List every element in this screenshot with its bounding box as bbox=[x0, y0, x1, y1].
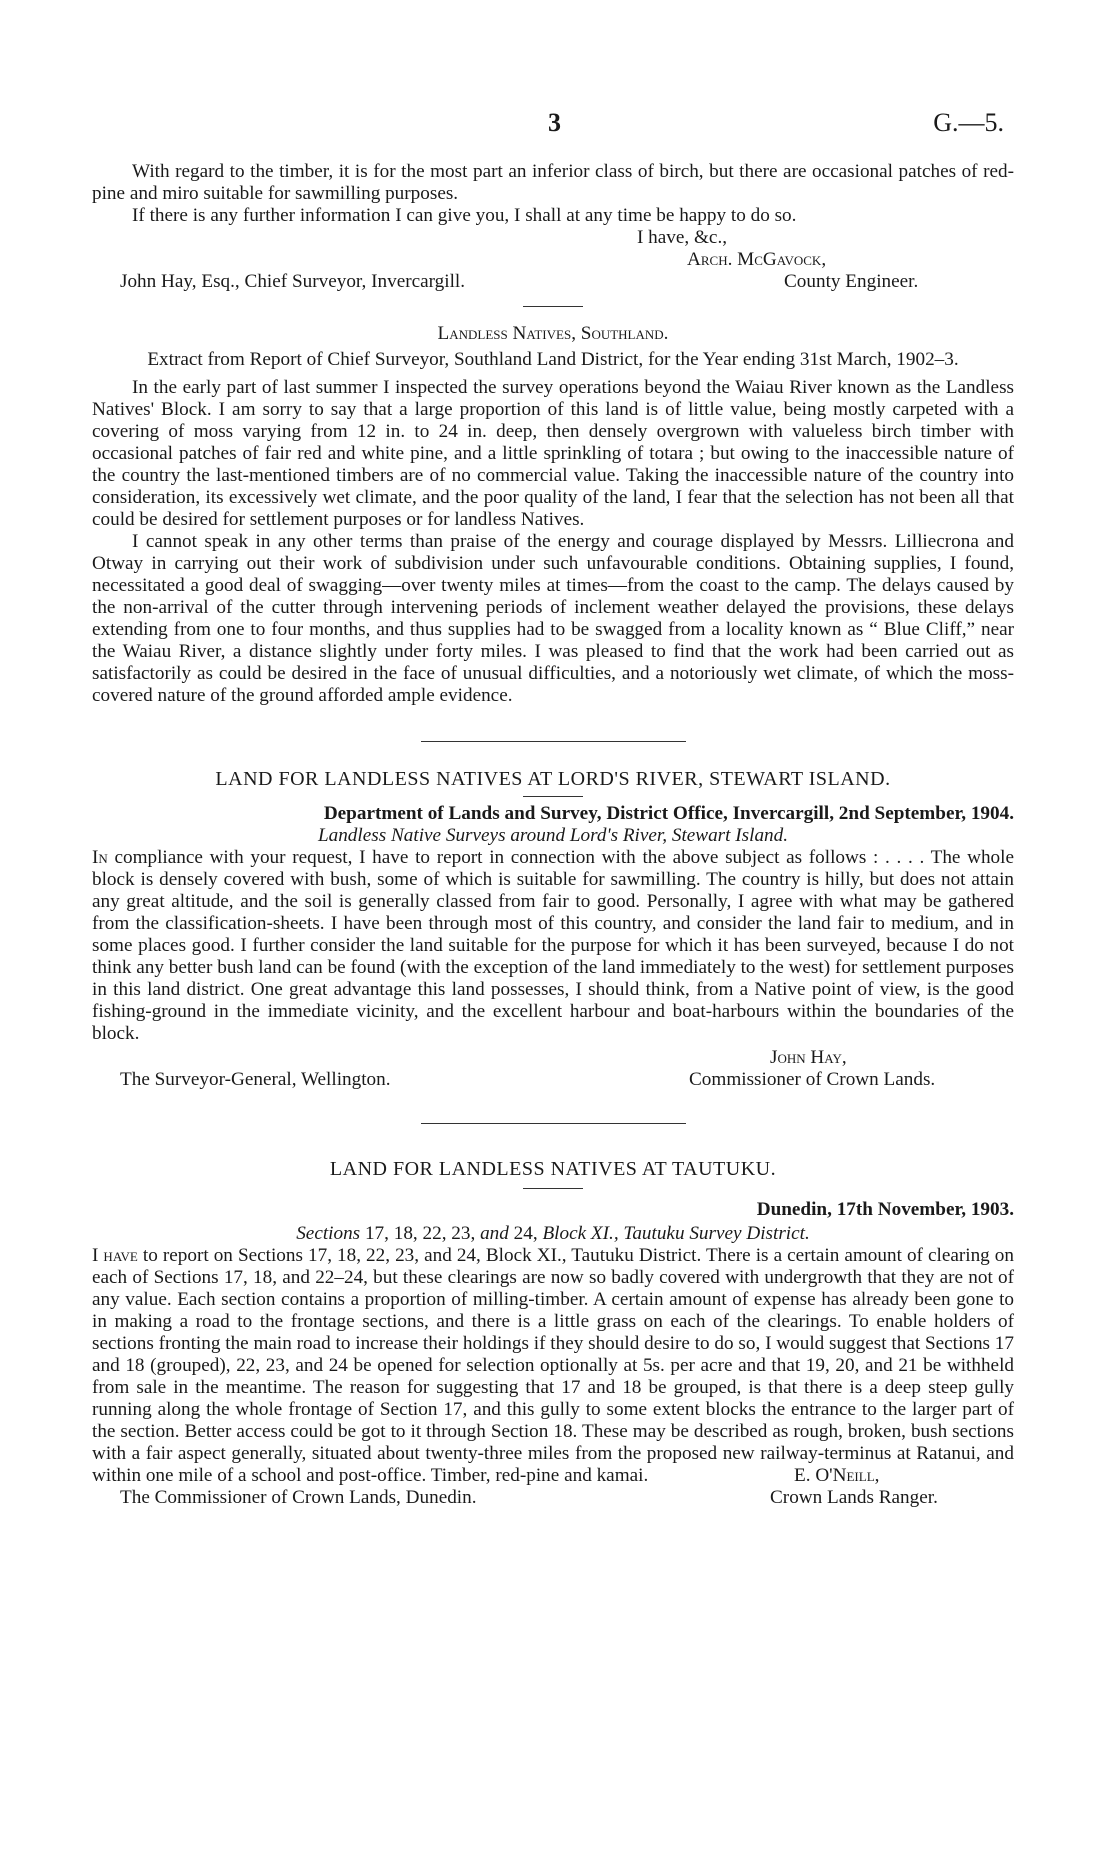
section2-addressee: The Surveyor-General, Wellington. bbox=[120, 1069, 391, 1090]
section1-paragraph-2: I cannot speak in any other terms than praise of the energy and courage displayed by Messrs. Lilliecrona and Otway in carrying out their work of subdivision under such unfavourable conditions. Obtaining supplies, I found, necessitated a good deal of swagging—over twenty miles at times—from the coast to the camp. The delays caused by the non-arrival of the cutter through intervening periods of inclement weather delayed the provisions, these delays extending from one to four months, and thus supplies had to be swagged from a locality known as “ Blue Cliff,” near the Waiau River, a distance slightly under forty miles. I was pleased to find that the work had been carried out as satisfactorily as could be desired in the face of unusual difficulties, and a notoriously wet climate, of which the moss-covered nature of the ground afforded ample evidence. bbox=[92, 531, 1014, 706]
letter1-signatory: Arch. McGavock, bbox=[687, 249, 827, 270]
letter1-paragraph-1: With regard to the timber, it is for the most part an inferior class of birch, but there are occasional patches of red-pine and miro suitable for sawmilling purposes. bbox=[92, 161, 1014, 204]
subhead-part: Block XI., Tautuku Survey District. bbox=[542, 1223, 810, 1244]
page-header bbox=[0, 108, 1114, 138]
subhead-part: and bbox=[480, 1223, 509, 1244]
subhead-part: Sections bbox=[296, 1223, 361, 1244]
section1-paragraph-1: In the early part of last summer I inspected the survey operations beyond the Waiau River known as the Landless Natives' Block. I am sorry to say that a large proportion of this land is of little value, being mostly carpeted with a covering of moss varying from 12 in. to 24 in. deep, then densely overgrown with valueless birch timber with occasional patches of fair red and white pine, and a little sprinkling of totara ; but owing to the inaccessible nature of the country the last-mentioned timbers are of no commercial value. Taking the inaccessible nature of the country into consideration, its excessively wet climate, and the poor quality of the land, I fear that the selection has not been all that could be desired for settlement purposes or for landless Natives. bbox=[92, 377, 1014, 530]
section3-body bbox=[92, 1245, 1014, 1487]
section3-dateline: Dunedin, 17th November, 1903. bbox=[756, 1199, 1014, 1220]
document-reference: G.—5. bbox=[933, 108, 1004, 137]
section3-addressee: The Commissioner of Crown Lands, Dunedin. bbox=[120, 1487, 477, 1508]
letter1-signature-block bbox=[92, 227, 1014, 293]
section2-signatory: John Hay, bbox=[770, 1047, 847, 1068]
section3-signatory: E. O'Neill, bbox=[794, 1465, 880, 1486]
section3-title: LAND FOR LANDLESS NATIVES AT TAUTUKU. bbox=[329, 1158, 777, 1180]
section2-lead: In bbox=[92, 847, 108, 868]
section3-subhead bbox=[92, 1223, 1014, 1245]
section2-subhead: Landless Native Surveys around Lord's River, Stewart Island. bbox=[317, 825, 789, 846]
section3-signature-block bbox=[92, 1465, 1014, 1511]
section2-title: LAND FOR LANDLESS NATIVES AT LORD'S RIVER, STEWART ISLAND. bbox=[215, 768, 891, 790]
section2-dateline: Department of Lands and Survey, District Office, Invercargill, 2nd September, 1904. bbox=[323, 803, 1014, 824]
subhead-part: 24, bbox=[508, 1223, 543, 1244]
page-number: 3 bbox=[548, 108, 561, 137]
section3-body-text: to report on Sections 17, 18, 22, 23, and 24, Block XI., Tautuku District. There is a certain amount of clearing on each of Sections 17, 18, and 22–24, but these clearings are now so badly covered with undergrowth that they are not of any value. Each section contains a proportion of milling-timber. A certain amount of expense has already been gone to in making a road to the frontage sections, and there is a little grass on each of the clearings. To enable holders of sections fronting the main road to increase their holdings if they should desire to do so, I would suggest that Sections 17 and 18 (grouped), 22, 23, and 24 be opened for selection optionally at 5s. per acre and that 19, 20, and 21 be withheld from sale in the meantime. The reason for suggesting that 17 and 18 be grouped, is that there is a deep steep gully running along the whole frontage of Section 17, and this gully to some extent blocks the entrance to the larger part of the section. Better access could be got to it through Section 18. These may be described as rough, broken, bush sections with a fair aspect generally, situated about twenty-three miles from the proposed new railway-terminus at Ratanui, and within one mile of a school and post-office. Timber, red-pine and kamai. bbox=[92, 1245, 1014, 1486]
page-body bbox=[92, 161, 1014, 1511]
subhead-part: 17, 18, 22, 23, bbox=[360, 1223, 481, 1244]
section2-signature-block bbox=[92, 1045, 1014, 1091]
section2-signatory-title: Commissioner of Crown Lands. bbox=[689, 1069, 936, 1090]
letter1-signatory-title: County Engineer. bbox=[784, 271, 919, 292]
section1-subtitle: Extract from Report of Chief Surveyor, Southland Land District, for the Year ending 31st March, 1902–3. bbox=[147, 349, 959, 370]
letter1-addressee: John Hay, Esq., Chief Surveyor, Invercargill. bbox=[120, 271, 466, 292]
section2-body bbox=[92, 847, 1014, 1045]
section3-signatory-title: Crown Lands Ranger. bbox=[770, 1487, 938, 1508]
section2-body-text: compliance with your request, I have to report in connection with the above subject as follows : . . . . The whole block is densely covered with bush, some of which is suitable for sawmilling. The country is hilly, but does not attain any great altitude, and the soil is generally classed from fair to good. Personally, I agree with what may be gathered from the classification-sheets. I have been through most of this country, and consider the land fair to medium, and in some places good. I further consider the land suitable for the purpose for which it has been surveyed, because I do not think any better bush land can be found (with the exception of the land immediately to the west) for settlement purposes in this land district. One great advantage this land possesses, I should think, from a Native point of view, is the good fishing-ground in the immediate vicinity, and the excellent harbour and boat-harbours within the boundaries of the block. bbox=[92, 847, 1014, 1044]
section1-title: Landless Natives, Southland. bbox=[437, 323, 669, 344]
section3-lead: I have bbox=[92, 1245, 138, 1266]
letter1-paragraph-2: If there is any further information I can give you, I shall at any time be happy to do so. bbox=[132, 205, 797, 226]
letter1-closing: I have, &c., bbox=[637, 227, 728, 248]
